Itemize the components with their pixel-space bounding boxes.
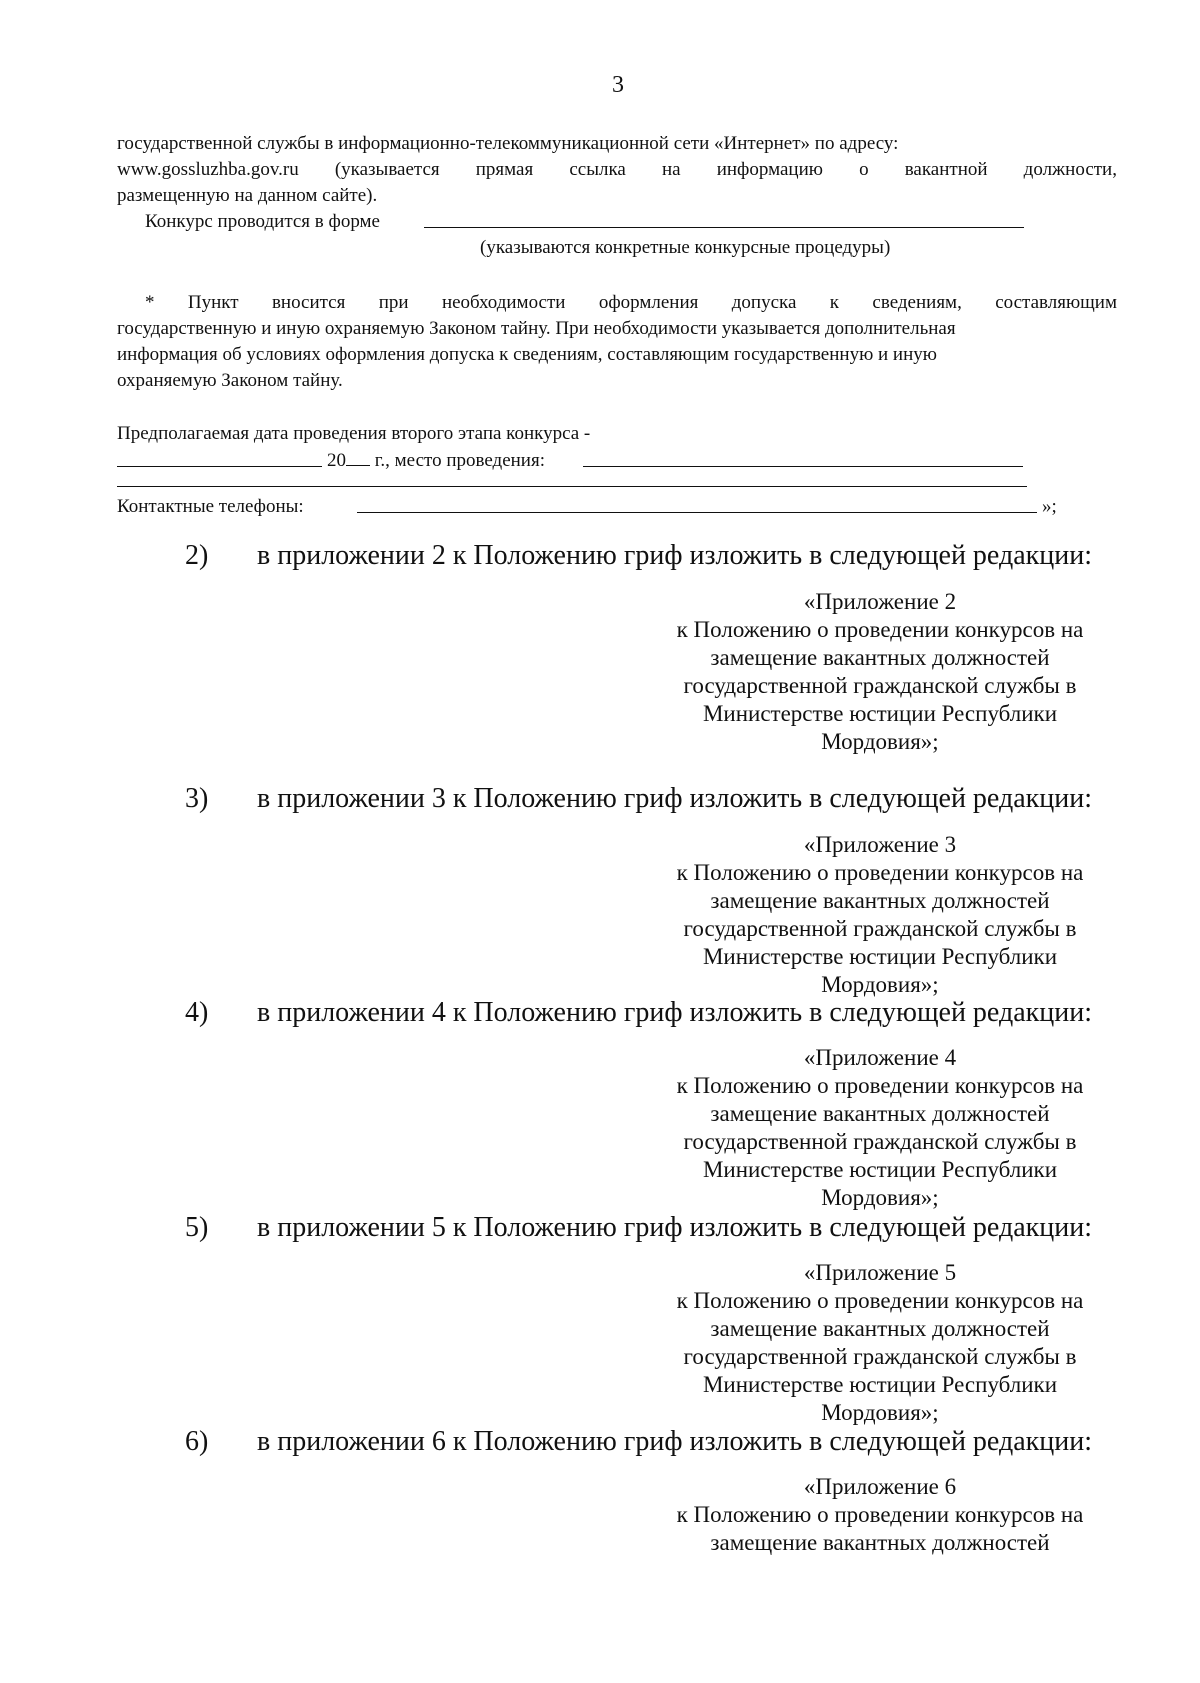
intro-line-2-word: вакантной	[904, 159, 988, 180]
grif-line: к Положению о проведении конкурсов на	[676, 1288, 1084, 1313]
grif-line: замещение вакантных должностей	[710, 645, 1050, 670]
item-5	[185, 1212, 1135, 1248]
grif-line: к Положению о проведении конкурсов на	[676, 617, 1084, 642]
grif-line: «Приложение 2	[803, 589, 957, 614]
footnote-line-3: информация об условиях оформления допуска к сведениям, составляющим государственную и иную	[117, 344, 937, 365]
date-label: Предполагаемая дата проведения второго этапа конкурса -	[117, 423, 591, 444]
item-4	[185, 997, 1135, 1033]
page-number: 3	[612, 72, 624, 98]
footnote-line-1-word: *	[145, 292, 155, 313]
grif-line: Министерстве юстиции Республики	[702, 1372, 1058, 1397]
place-label: г., место проведения:	[374, 450, 545, 471]
item-number: 4)	[185, 997, 209, 1028]
grif-line: Мордовия»;	[821, 972, 939, 997]
grif-line: Мордовия»;	[821, 1400, 939, 1425]
footnote-line-1-word: Пункт	[187, 292, 239, 313]
grif-line: Министерстве юстиции Республики	[702, 701, 1058, 726]
year-prefix: 20	[327, 450, 346, 471]
footnote-line-1-word: допуска	[731, 292, 797, 313]
grif-line: Мордовия»;	[821, 729, 939, 754]
grif-line: государственной гражданской службы в	[683, 916, 1077, 941]
grif-line: государственной гражданской службы в	[683, 673, 1077, 698]
grif-line: к Положению о проведении конкурсов на	[676, 1073, 1084, 1098]
item-number: 5)	[185, 1212, 209, 1243]
item-6	[185, 1426, 1135, 1462]
intro-line-3: размещенную на данном сайте).	[117, 185, 378, 206]
intro-line-2-word: прямая	[475, 159, 534, 180]
item-number: 2)	[185, 540, 209, 571]
place-underline	[583, 466, 1023, 467]
intro-line-2-word: (указывается	[334, 159, 440, 180]
closing-quote: »;	[1042, 496, 1057, 517]
grif-block-5	[640, 1259, 1120, 1427]
grif-line: замещение вакантных должностей	[710, 1530, 1050, 1555]
grif-line: «Приложение 5	[803, 1260, 957, 1285]
date-underline	[117, 466, 322, 467]
grif-line: «Приложение 4	[803, 1045, 957, 1070]
footnote-line-4: охраняемую Законом тайну.	[117, 370, 343, 391]
year-blank	[346, 447, 370, 466]
item-number: 3)	[185, 783, 209, 814]
intro-line-2	[117, 157, 1117, 183]
item-text: в приложении 5 к Положению гриф изложить в следующей редакции:	[257, 1212, 1092, 1243]
grif-block-4	[640, 1044, 1120, 1212]
grif-line: «Приложение 6	[803, 1474, 957, 1499]
footnote-line-1	[145, 290, 1117, 316]
intro-line-2-word: должности,	[1023, 159, 1117, 180]
phones-label: Контактные телефоны:	[117, 496, 304, 517]
grif-line: к Положению о проведении конкурсов на	[676, 860, 1084, 885]
item-text: в приложении 3 к Положению гриф изложить в следующей редакции:	[257, 783, 1092, 814]
year-line	[327, 447, 545, 474]
footnote-line-1-word: вносится	[271, 292, 346, 313]
grif-block-6	[640, 1473, 1120, 1557]
footnote-line-1-word: составляющим	[995, 292, 1117, 313]
item-3	[185, 783, 1135, 819]
grif-line: замещение вакантных должностей	[710, 1316, 1050, 1341]
item-text: в приложении 2 к Положению гриф изложить в следующей редакции:	[257, 540, 1092, 571]
grif-line: государственной гражданской службы в	[683, 1129, 1077, 1154]
phones-underline	[357, 512, 1037, 513]
grif-line: «Приложение 3	[803, 832, 957, 857]
form-label: Конкурс проводится в форме	[145, 211, 380, 232]
intro-line-2-word: на	[661, 159, 681, 180]
item-text: в приложении 6 к Положению гриф изложить в следующей редакции:	[257, 1426, 1092, 1457]
footnote-line-2: государственную и иную охраняемую Законом тайну. При необходимости указывается дополнительная	[117, 318, 956, 339]
form-underline	[424, 227, 1024, 228]
form-hint: (указываются конкретные конкурсные процедуры)	[480, 237, 891, 258]
grif-line: замещение вакантных должностей	[710, 888, 1050, 913]
item-text: в приложении 4 к Положению гриф изложить в следующей редакции:	[257, 997, 1092, 1028]
grif-line: государственной гражданской службы в	[683, 1344, 1077, 1369]
intro-line-2-word: информацию	[716, 159, 823, 180]
form-line	[145, 209, 380, 235]
intro-line-2-word: ссылка	[569, 159, 626, 180]
grif-line: Мордовия»;	[821, 1185, 939, 1210]
grif-line: замещение вакантных должностей	[710, 1101, 1050, 1126]
grif-line: к Положению о проведении конкурсов на	[676, 1502, 1084, 1527]
intro-line-1: государственной службы в информационно-телекоммуникационной сети «Интернет» по адресу:	[117, 133, 899, 154]
footnote-line-1-word: при	[378, 292, 409, 313]
footnote-line-1-word: оформления	[598, 292, 699, 313]
place-underline-2	[117, 486, 1027, 487]
grif-block-3	[640, 831, 1120, 999]
footnote-line-1-word: необходимости	[441, 292, 566, 313]
intro-line-2-word: www.gossluzhba.gov.ru	[117, 159, 299, 180]
item-number: 6)	[185, 1426, 209, 1457]
grif-line: Министерстве юстиции Республики	[702, 944, 1058, 969]
item-2	[185, 540, 1135, 576]
intro-line-2-word: о	[859, 159, 869, 180]
footnote-line-1-word: к	[829, 292, 840, 313]
footnote-line-1-word: сведениям,	[872, 292, 962, 313]
grif-line: Министерстве юстиции Республики	[702, 1157, 1058, 1182]
grif-block-2	[640, 588, 1120, 756]
